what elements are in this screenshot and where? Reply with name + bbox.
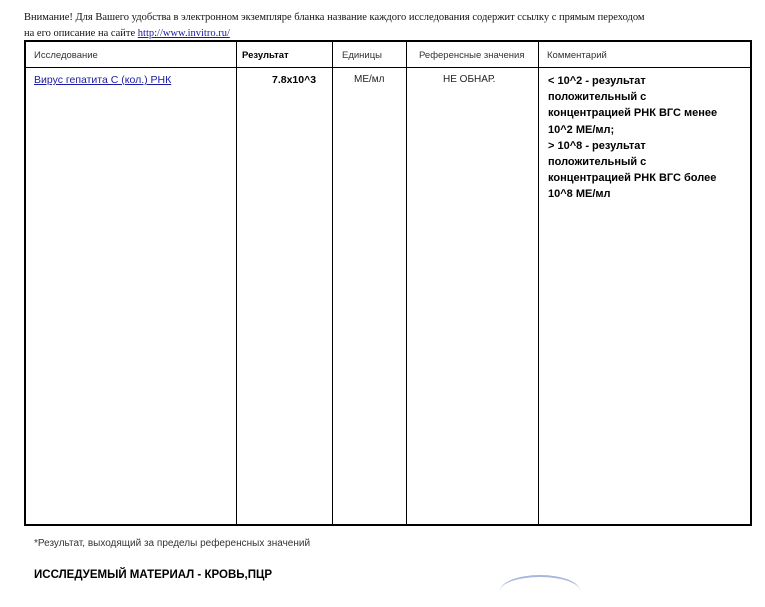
header-test: Исследование (34, 50, 98, 61)
header-reference: Референсные значения (419, 50, 525, 61)
comment-line: концентрацией РНК ВГС более (548, 172, 717, 185)
column-divider (332, 42, 333, 524)
header-units: Единицы (342, 50, 383, 61)
header-comment: Комментарий (547, 50, 607, 61)
units-value: МЕ/мл (354, 74, 385, 85)
column-divider (236, 42, 237, 524)
stamp-edge (500, 575, 580, 607)
comment-line: 10^8 МЕ/мл (548, 188, 611, 201)
test-name-link[interactable]: Вирус гепатита С (кол.) РНК (34, 74, 172, 86)
comment-text (548, 73, 748, 203)
column-divider (406, 42, 407, 524)
result-value: 7.8x10^3 (272, 74, 317, 86)
reference-value: НЕ ОБНАР. (443, 74, 496, 85)
comment-line: положительный с (548, 156, 647, 169)
notice-line-1: Внимание! Для Вашего удобства в электронном экземпляре бланка название каждого исследования содержит ссылку с прямым переходом (24, 12, 645, 23)
comment-line: 10^2 МЕ/мл; (548, 123, 615, 136)
header-divider (26, 67, 750, 68)
header-result: Результат (242, 50, 289, 61)
specimen-material: ИССЛЕДУЕМЫЙ МАТЕРИАЛ - КРОВЬ,ПЦР (34, 569, 273, 581)
comment-line: < 10^2 - результат (548, 75, 646, 87)
comment-line: положительный с (548, 91, 647, 104)
notice-text (24, 10, 744, 42)
invitro-site-link[interactable]: http://www.invitro.ru/ (137, 28, 230, 39)
results-table (24, 40, 752, 526)
notice-line-2-prefix: на его описание на сайте (24, 28, 138, 39)
footnote: *Результат, выходящий за пределы референсных значений (34, 538, 311, 549)
column-divider (538, 42, 539, 524)
comment-line: > 10^8 - результат (548, 139, 646, 152)
comment-line: концентрацией РНК ВГС менее (548, 107, 718, 120)
